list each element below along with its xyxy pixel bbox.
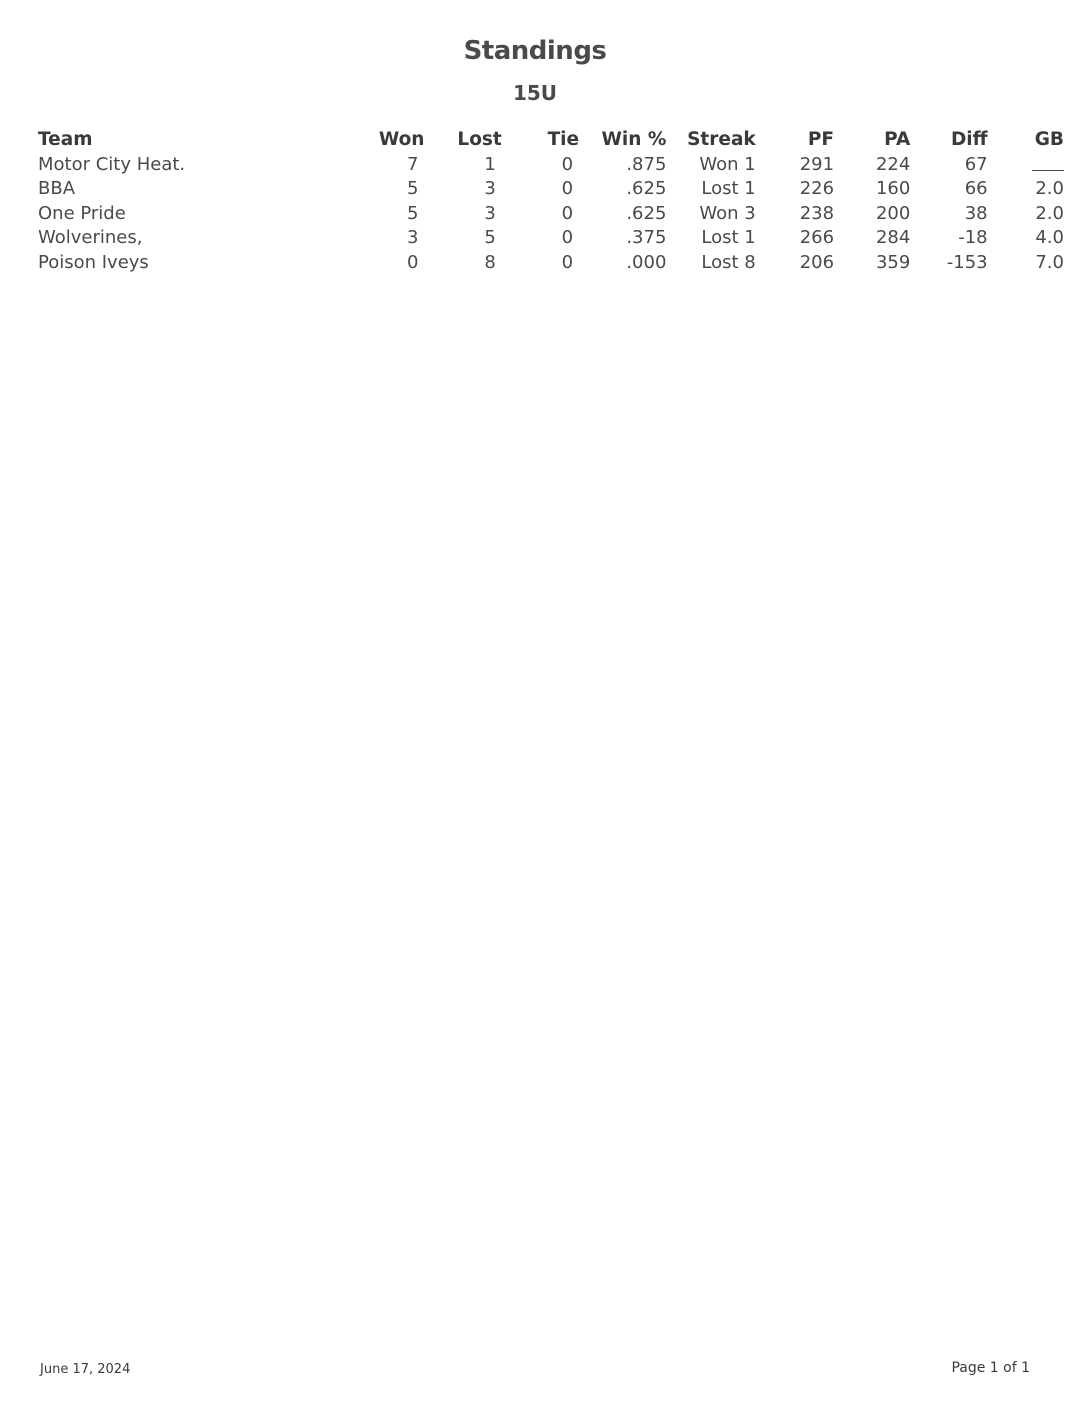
win-pct-cell: .875: [626, 153, 667, 175]
gb-cell: 7.0: [1035, 251, 1064, 273]
column-header-diff: Diff: [950, 129, 988, 150]
gb-cell: 4.0: [1035, 227, 1064, 248]
column-header-team: Team: [38, 129, 93, 150]
diff-cell: -153: [946, 251, 988, 273]
team-name: BBA: [38, 178, 76, 199]
win-pct-cell: .375: [626, 227, 667, 248]
leader-dash: [1032, 158, 1064, 171]
column-header-won: Won: [378, 129, 425, 150]
team-name: Motor City Heat.: [38, 153, 186, 175]
lost-cell: 1: [484, 153, 496, 175]
team-name: Poison Iveys: [38, 251, 149, 273]
column-header-gb: GB: [1034, 129, 1064, 150]
page-number: Page 1 of 1: [951, 1360, 1030, 1376]
tie-cell: 0: [561, 153, 574, 175]
lost-cell: 8: [484, 251, 496, 273]
gb-cell: 2.0: [1035, 178, 1064, 199]
tie-cell: 0: [561, 178, 574, 199]
diff-cell: 67: [964, 153, 988, 175]
won-cell: 5: [407, 202, 419, 224]
column-header-streak: Streak: [687, 129, 756, 150]
pf-cell: 206: [799, 251, 835, 273]
won-cell: 7: [407, 153, 419, 175]
lost-cell: 5: [484, 227, 496, 248]
diff-cell: -18: [958, 227, 988, 248]
standings-body: [38, 153, 1064, 276]
gb-cell: [988, 153, 1064, 178]
streak-cell: Won 1: [699, 153, 756, 175]
streak-cell: Won 3: [699, 202, 756, 224]
lost-cell: 3: [484, 178, 496, 199]
win-pct-cell: .625: [626, 178, 667, 199]
column-header-pa: PA: [884, 129, 911, 150]
column-header-pf: PF: [807, 129, 835, 150]
tie-cell: 0: [561, 202, 574, 224]
header-row: [38, 128, 1064, 153]
pf-cell: 266: [799, 227, 835, 248]
diff-cell: 66: [964, 178, 988, 199]
table-row: [38, 226, 1064, 251]
tie-cell: 0: [561, 251, 574, 273]
pa-cell: 224: [875, 153, 911, 175]
column-header-tie: Tie: [547, 129, 580, 150]
diff-cell: 38: [964, 202, 988, 224]
tie-cell: 0: [561, 227, 574, 248]
streak-cell: Lost 1: [701, 178, 756, 199]
won-cell: 3: [407, 227, 419, 248]
team-name: One Pride: [38, 202, 126, 224]
page-subtitle: 15U: [512, 81, 558, 105]
page-title: Standings: [463, 36, 607, 66]
table-row: [38, 251, 1064, 276]
team-name: Wolverines,: [38, 227, 143, 248]
streak-cell: Lost 1: [701, 227, 756, 248]
won-cell: 5: [407, 178, 419, 199]
pa-cell: 359: [875, 251, 911, 273]
pa-cell: 284: [875, 227, 911, 248]
win-pct-cell: .625: [626, 202, 667, 224]
table-row: [38, 177, 1064, 202]
pf-cell: 238: [799, 202, 835, 224]
column-header-win-pct: Win %: [601, 129, 667, 150]
gb-cell: 2.0: [1035, 202, 1064, 224]
win-pct-cell: .000: [626, 251, 667, 273]
table-row: [38, 153, 1064, 178]
won-cell: 0: [407, 251, 419, 273]
footer-date: June 17, 2024: [40, 1362, 131, 1377]
column-header-lost: Lost: [457, 129, 502, 150]
pf-cell: 226: [799, 178, 835, 199]
lost-cell: 3: [484, 202, 496, 224]
table-row: [38, 202, 1064, 227]
pa-cell: 160: [875, 178, 911, 199]
streak-cell: Lost 8: [701, 251, 756, 273]
standings-table: [38, 128, 1064, 275]
pf-cell: 291: [799, 153, 835, 175]
standings-header: [38, 128, 1064, 153]
pa-cell: 200: [875, 202, 911, 224]
